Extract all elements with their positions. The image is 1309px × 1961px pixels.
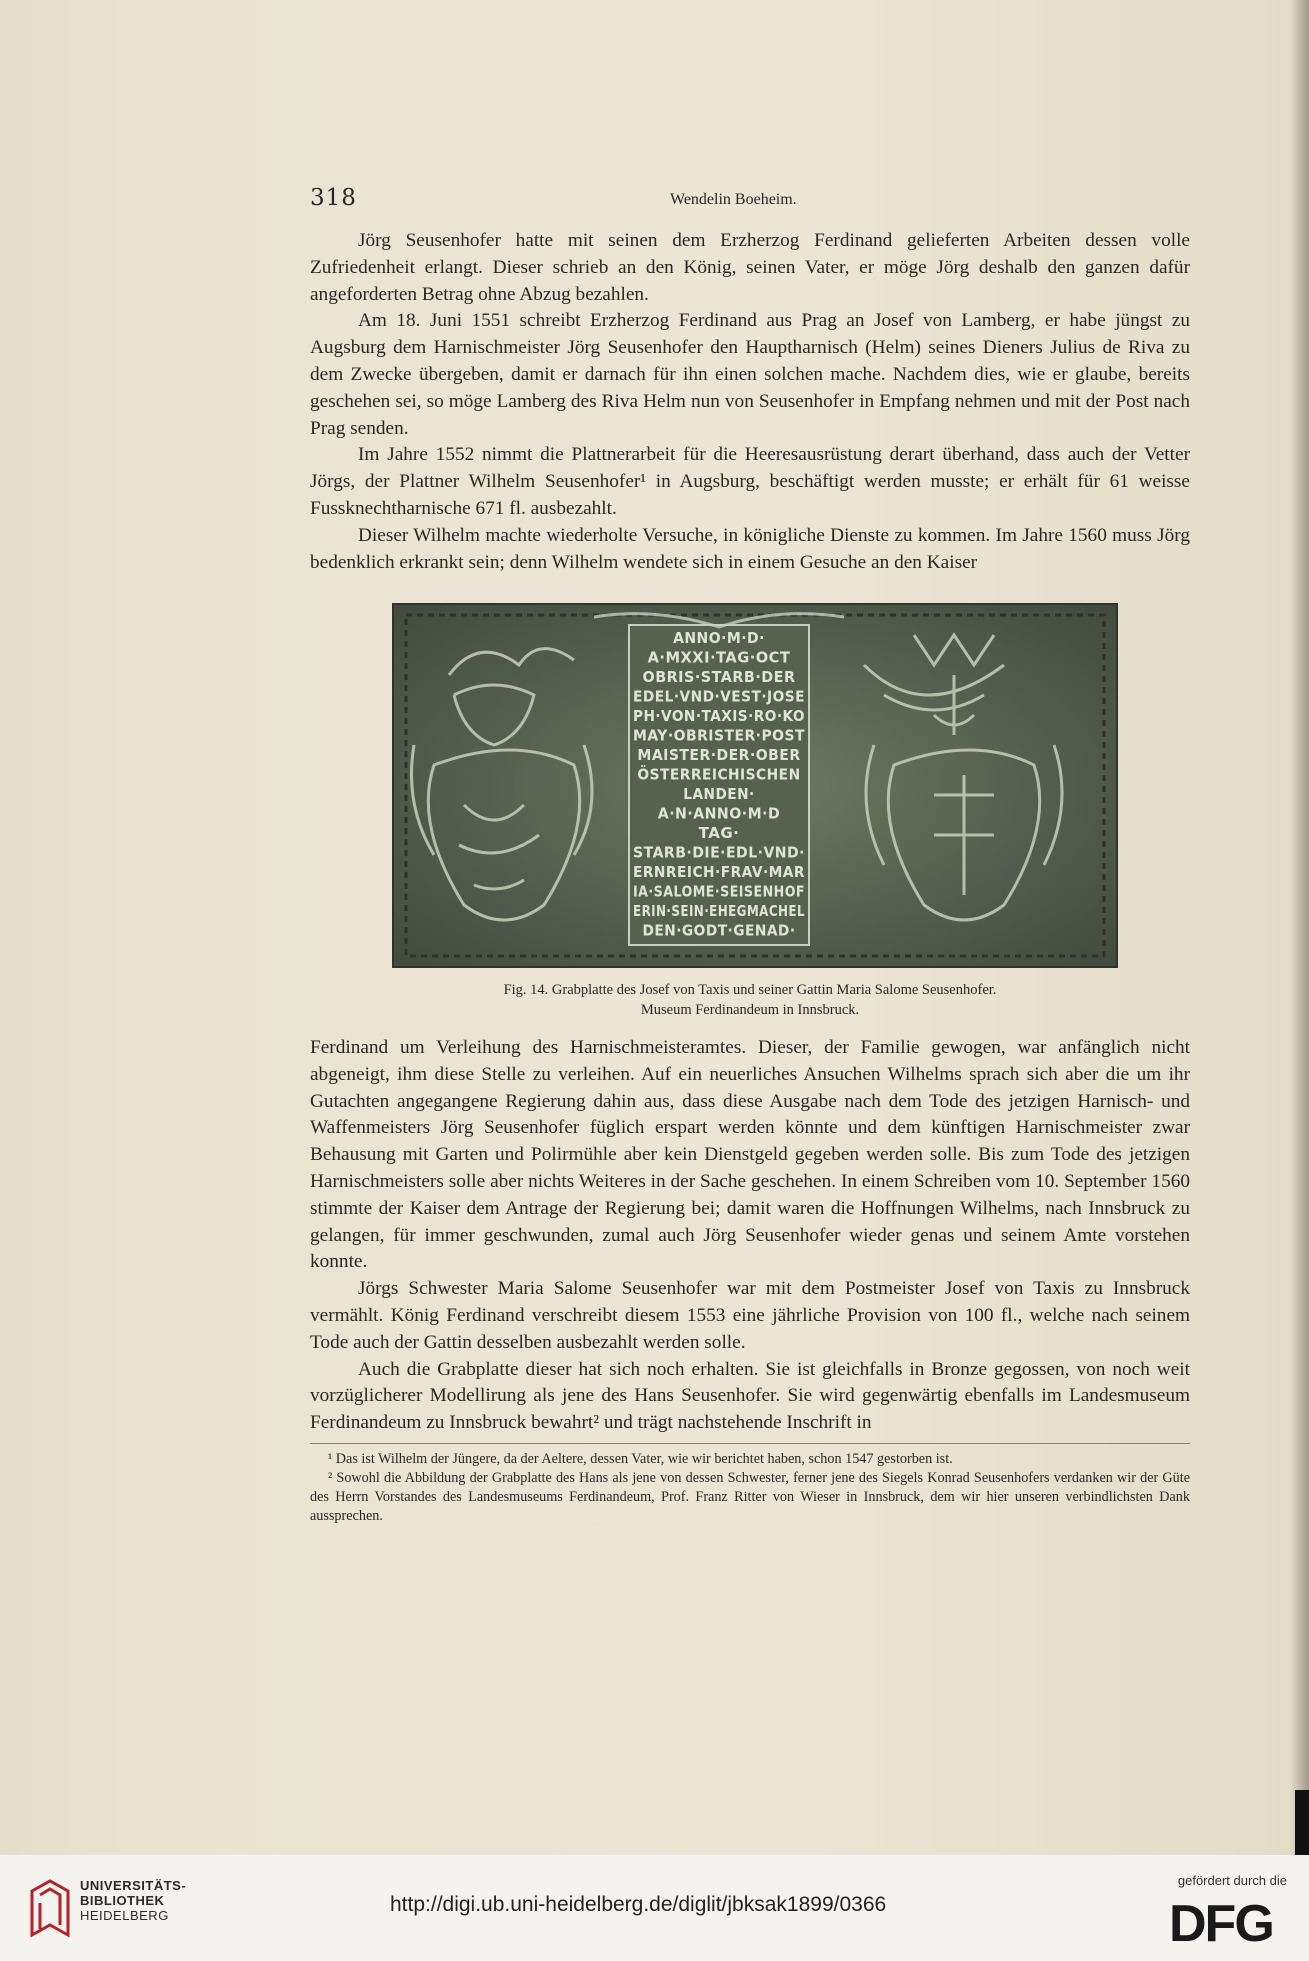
- library-name-line: HEIDELBERG: [80, 1908, 169, 1923]
- inscription-line: ANNO·M·D·: [673, 629, 765, 647]
- inscription-line: TAG·: [698, 824, 740, 842]
- inscription-line: MAISTER·DER·OBER: [637, 746, 801, 764]
- inscription-line: ÖSTERREICHISCHEN: [637, 765, 815, 784]
- library-name[interactable]: [80, 1878, 186, 1923]
- inscription-line: PH·VON·TAXIS·RO·KO: [633, 707, 805, 725]
- figure-grave-plate: [392, 603, 1118, 968]
- running-head-author: Wendelin Boeheim.: [670, 191, 797, 208]
- caption-line: Museum Ferdinandeum in Innsbruck.: [640, 1002, 860, 1018]
- paragraph: Jörg Seusenhofer hatte mit seinen dem Erzherzog Ferdinand gelieferten Arbeiten dessen volle Zufriedenheit erlangt. Dieser schrieb an den König, seinen Vater, er möge Jörg deshalb den ganzen dafür angeforderten Betrag ohne Abzug bezahlen.: [310, 230, 1190, 305]
- running-head: [310, 185, 1190, 215]
- footnote: ¹ Das ist Wilhelm der Jüngere, da der Aeltere, dessen Vater, wie wir berichtet haben, schon 1547 gestorben ist.: [328, 1451, 953, 1467]
- body-text-before-figure: [310, 228, 1190, 576]
- footnote: ² Sowohl die Abbildung der Grabplatte des Hans als jene von dessen Schwester, ferner jene des Siegels Konrad Seusenhofers verdanken wir der Güte des Herrn Vorstandes des Landesmuseums Ferdinandeum, Prof. Franz Ritter von Wieser in Innsbruck, dem wir hier unseren verbindlichsten Dank aussprechen.: [310, 1470, 1190, 1524]
- funder-label: gefördert durch die: [1177, 1873, 1287, 1888]
- library-name-line: UNIVERSITÄTS-: [80, 1878, 187, 1893]
- inscription-line: A·MXXI·TAG·OCT: [647, 648, 791, 667]
- inscription-line: DEN·GODT·GENAD·: [642, 921, 796, 940]
- dfg-wordmark: DFG: [1169, 1895, 1273, 1947]
- library-name-line: BIBLIOTHEK: [80, 1893, 165, 1908]
- paragraph: Am 18. Juni 1551 schreibt Erzherzog Ferdinand aus Prag an Josef von Lamberg, er habe jüngst zu Augsburg dem Harnischmeister Jörg Seusenhofer den Hauptharnisch (Helm) seines Dieners Julius de Riva zu dem Zwecke übergeben, damit er darnach für ihn einen solchen mache. Nachdem dies, wie er glaube, bereits geschehen sei, so möge Lamberg des Riva Helm nun von Seusenhofer in Empfang nehmen und mit der Post nach Prag senden.: [310, 310, 1190, 439]
- page-edge-shadow: [1290, 0, 1309, 1855]
- body-text-after-figure: [310, 1035, 1190, 1437]
- inscription-line: ERNREICH·FRAV·MAR: [633, 863, 805, 881]
- digitization-footer: [0, 1855, 1309, 1961]
- paragraph: Im Jahre 1552 nimmt die Plattnerarbeit für die Heeresausrüstung derart überhand, dass auch der Vetter Jörgs, der Plattner Wilhelm Seusenhofer¹ in Augsburg, beschäftigt werden musste; er erhält für 61 weisse Fussknechtharnische 671 fl. ausbezahlt.: [310, 444, 1190, 519]
- university-library-logo-icon[interactable]: [28, 1877, 72, 1939]
- footnotes: [310, 1450, 1190, 1526]
- inscription-line: A·N·ANNO·M·D: [657, 804, 781, 823]
- paragraph: Jörgs Schwester Maria Salome Seusenhofer war mit dem Postmeister Josef von Taxis zu Innsbruck vermählt. König Ferdinand verschreibt diesem 1553 eine jährliche Provision von 100 fl., welche nach seinem Tode auch der Gattin desselben ausbezahlt werden solle.: [310, 1278, 1190, 1353]
- footnote-divider: [310, 1443, 1190, 1444]
- paragraph: Dieser Wilhelm machte wiederholte Versuche, in königliche Dienste zu kommen. Im Jahre 1560 muss Jörg bedenklich erkrankt sein; denn Wilhelm wendete sich in einem Gesuche an den Kaiser: [310, 524, 1190, 573]
- inscription-line: STARB·DIE·EDL·VND·: [633, 843, 805, 862]
- inscription-line: EDEL·VND·VEST·JOSE: [633, 687, 805, 706]
- caption-line: Fig. 14. Grabplatte des Josef von Taxis und seiner Gattin Maria Salome Seusenhofer.: [503, 982, 997, 998]
- inscription-line: ERIN·SEIN·EHEGMACHEL: [633, 902, 805, 920]
- scan-border: [1295, 1790, 1309, 1855]
- figure-caption: [310, 980, 1190, 1020]
- grave-plate-illustration: [394, 605, 1116, 966]
- page-number: 318: [310, 185, 357, 211]
- paragraph: Auch die Grabplatte dieser hat sich noch erhalten. Sie ist gleichfalls in Bronze gegossen, von noch weit vorzüglicherer Modellirung als jene des Hans Seusenhofer. Sie wird gegenwärtig ebenfalls im Landesmuseum Ferdinandeum zu Innsbruck bewahrt² und trägt nachstehende Inschrift in: [310, 1358, 1190, 1434]
- inscription-line: OBRIS·STARB·DER: [642, 668, 796, 686]
- inscription-line: LANDEN·: [683, 785, 755, 803]
- paragraph: Ferdinand um Verleihung des Harnischmeisteramtes. Dieser, der Familie gewogen, war anfänglich nicht abgeneigt, ihm diese Stelle zu verleihen. Auf ein neuerliches Ansuchen Wilhelms sprach sich aber die um ihr Gutachten angegangene Regierung dahin aus, dass diese Ausgabe nach dem Tode des jetzigen Harnisch- und Waffenmeisters Jörg Seusenhofer füglich erspart werden könnte und dem künftigen Harnischmeister zwar Behausung mit Garten und Polirmühle aber kein Dienstgeld gegeben werden solle. Bis zum Tode des jetzigen Harnischmeisters solle aber nichts Weiteres in der Sache geschehen. In einem Schreiben vom 10. September 1560 stimmte der Kaiser dem Antrage der Regierung bei; damit waren die Hoffnungen Wilhelms, nach Innsbruck zu gelangen, für immer geschwunden, zumal auch Jörg Seusenhofer wieder genas und seinem Amte vorstehen konnte.: [310, 1037, 1190, 1273]
- inscription-line: MAY·OBRISTER·POST: [633, 726, 806, 745]
- permalink-url[interactable]: http://digi.ub.uni-heidelberg.de/diglit/jbksak1899/0366: [390, 1893, 887, 1916]
- inscription-line: IA·SALOME·SEISENHOF: [633, 882, 805, 901]
- dfg-logo-icon[interactable]: [1169, 1895, 1287, 1947]
